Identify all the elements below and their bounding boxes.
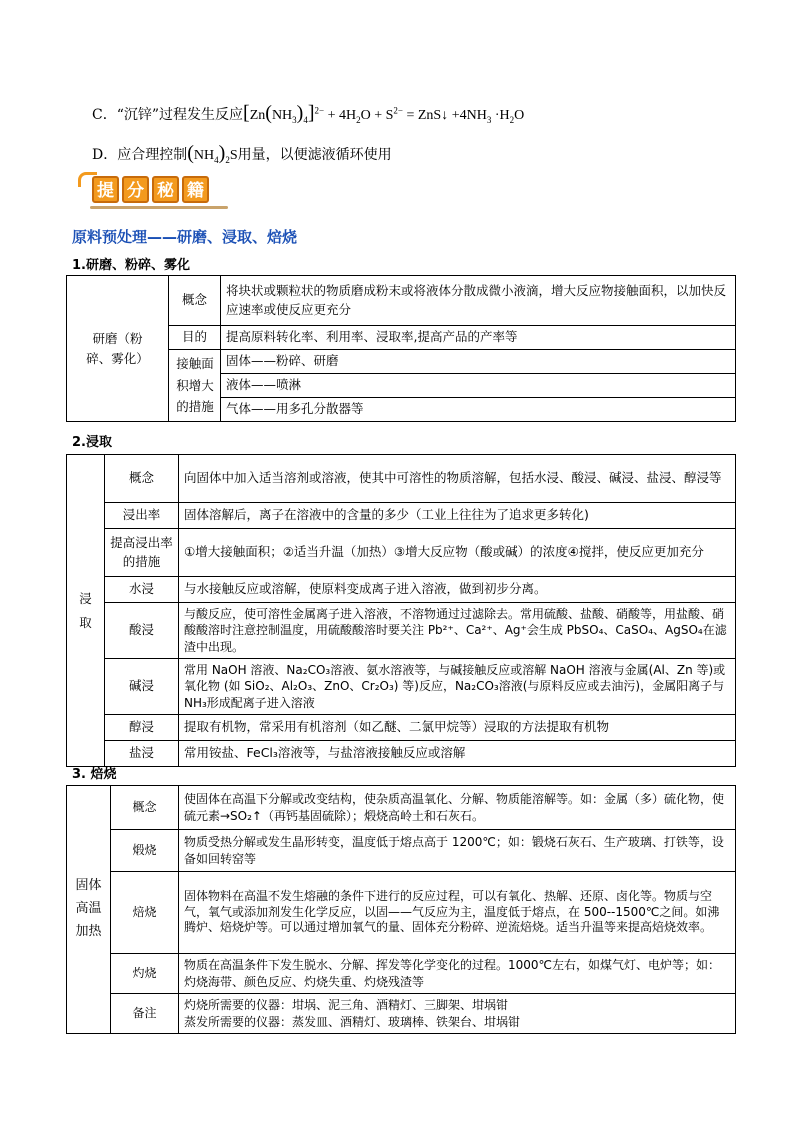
roasting-text-calcine: 物质受热分解或发生晶形转变，温度低于熔点高于 1200℃；如：锻烧石灰石、生产玻璃、打铁等，设备如回转窑等 — [179, 830, 736, 872]
grinding-table — [66, 275, 736, 422]
roasting-label-ignite: 灼烧 — [111, 954, 179, 994]
leaching-text-measures: ①增大接触面积；②适当升温（加热）③增大反应物（酸或碱）的浓度④搅拌，使反应更加充分 — [179, 529, 736, 577]
grinding-label-measures: 接触面积增大的措施 — [169, 350, 221, 422]
option-d-prefix: D．应合理控制 — [92, 147, 188, 163]
badge-char-1: 提 — [92, 176, 119, 203]
grinding-text-purpose: 提高原料转化率、利用率、浸取率,提高产品的产率等 — [221, 326, 736, 350]
roasting-notes-line-1: 灼烧所需要的仪器：坩埚、泥三角、酒精灯、三脚架、坩埚钳 — [184, 998, 509, 1013]
grinding-label-concept: 概念 — [169, 276, 221, 326]
leaching-table — [66, 454, 736, 767]
option-d-suffix: 用量，以便滤液循环使用 — [237, 147, 392, 163]
leaching-text-rate: 固体溶解后，离子在溶液中的含量的多少（工业上往往为了追求更多转化) — [179, 503, 736, 529]
leaching-text-concept: 向固体中加入适当溶剂或溶液，使其中可溶性的物质溶解，包括水浸、酸浸、碱浸、盐浸、醇浸等 — [179, 455, 736, 503]
leaching-label-water: 水浸 — [105, 577, 179, 603]
grinding-group-cell: 研磨（粉碎、雾化） — [67, 276, 169, 422]
grinding-label-purpose: 目的 — [169, 326, 221, 350]
grinding-text-liquid: 液体——喷淋 — [221, 374, 736, 398]
grinding-text-gas: 气体——用多孔分散器等 — [221, 398, 736, 422]
leaching-label-salt: 盐浸 — [105, 741, 179, 767]
leaching-label-acid: 酸浸 — [105, 603, 179, 659]
roasting-label-concept: 概念 — [111, 786, 179, 830]
option-c-prefix: C．“沉锌”过程发生反应 — [92, 107, 244, 123]
leaching-text-alcohol: 提取有机物，常采用有机溶剂（如乙醚、二氯甲烷等）浸取的方法提取有机物 — [179, 715, 736, 741]
badge-char-3: 秘 — [152, 176, 179, 203]
badge-char-4: 籍 — [182, 176, 209, 203]
roasting-text-concept: 使固体在高温下分解或改变结构，使杂质高温氧化、分解、物质能溶解等。如：金属（多）硫化物，使硫元素→SO₂↑（再钙基固硫除）；煅烧高岭土和石灰石。 — [179, 786, 736, 830]
roasting-title: 3. 焙烧 — [72, 767, 117, 782]
roasting-text-notes — [179, 994, 736, 1034]
roasting-text-roast: 固体物料在高温不发生熔融的条件下进行的反应过程，可以有氧化、热解、还原、卤化等。物质与空气，氧气或添加剂发生化学反应，以固——气反应为主，温度低于熔点，在 500--1500℃之间。如沸腾炉、焙烧炉等。可以通过增加氧气的量、固体充分粉碎、逆流焙烧。适当升温等来提高焙烧效率。 — [179, 872, 736, 954]
leaching-label-alcohol: 醇浸 — [105, 715, 179, 741]
option-d-formula: $(NH_4)_2S$ — [187, 142, 238, 165]
badge-underline — [90, 206, 228, 209]
grinding-text-solid: 固体——粉碎、研磨 — [221, 350, 736, 374]
leaching-text-water: 与水接触反应或溶解，使原料变成离子进入溶液，做到初步分离。 — [179, 577, 736, 603]
leaching-text-alkali: 常用 NaOH 溶液、Na₂CO₃溶液、氨水溶液等，与碱接触反应或溶解 NaOH 溶液与金属(Al、Zn 等)或氧化物 (如 SiO₂、Al₂O₃、ZnO、Cr₂O₃) 等)反应，Na₂CO₃溶液(与原料反应或去油污)，金属阳离子与 NH₃形成配离子进入溶液 — [179, 659, 736, 715]
leaching-label-measures: 提高浸出率的措施 — [105, 529, 179, 577]
badge-char-2: 分 — [122, 176, 149, 203]
leaching-label-alkali: 碱浸 — [105, 659, 179, 715]
roasting-label-calcine: 煅烧 — [111, 830, 179, 872]
roasting-notes-line-2: 蒸发所需要的仪器：蒸发皿、酒精灯、玻璃棒、铁架台、坩埚钳 — [184, 1014, 521, 1029]
option-d — [92, 142, 392, 165]
leaching-title: 2.浸取 — [72, 435, 112, 450]
roasting-table — [66, 785, 736, 1034]
leaching-label-rate: 浸出率 — [105, 503, 179, 529]
roasting-group-cell: 固体高温加热 — [67, 786, 111, 1034]
option-c — [92, 102, 524, 125]
leaching-text-salt: 常用铵盐、FeCl₃溶液等，与盐溶液接触反应或溶解 — [179, 741, 736, 767]
grinding-title: 1.研磨、粉碎、雾化 — [72, 258, 190, 273]
roasting-label-notes: 备注 — [111, 994, 179, 1034]
option-c-formula: $[Zn(NH_3)_4]^{2-} + 4H_2O + S^{2-}$ = ZnS↓ $+4NH_3 \cdot H_2O$ — [243, 102, 525, 125]
tips-badge — [78, 170, 228, 210]
leaching-group-cell: 浸取 — [67, 455, 105, 767]
roasting-label-roast: 焙烧 — [111, 872, 179, 954]
grinding-text-concept: 将块状或颗粒状的物质磨成粉末或将液体分散成微小液滴，增大反应物接触面积，以加快反应速率或使反应更充分 — [221, 276, 736, 326]
section-title: 原料预处理——研磨、浸取、焙烧 — [72, 228, 298, 246]
roasting-text-ignite: 物质在高温条件下发生脱水、分解、挥发等化学变化的过程。1000℃左右，如煤气灯、电炉等；如：灼烧海带、颜色反应、灼烧失重、灼烧残渣等 — [179, 954, 736, 994]
leaching-label-concept: 概念 — [105, 455, 179, 503]
leaching-text-acid: 与酸反应，使可溶性金属离子进入溶液，不溶物通过过滤除去。常用硫酸、盐酸、硝酸等，用盐酸、硝酸酸溶时注意控制温度，用硫酸酸溶时要关注 Pb²⁺、Ca²⁺、Ag⁺会生成 PbSO₄、CaSO₄、AgSO₄在滤渣中出现。 — [179, 603, 736, 659]
